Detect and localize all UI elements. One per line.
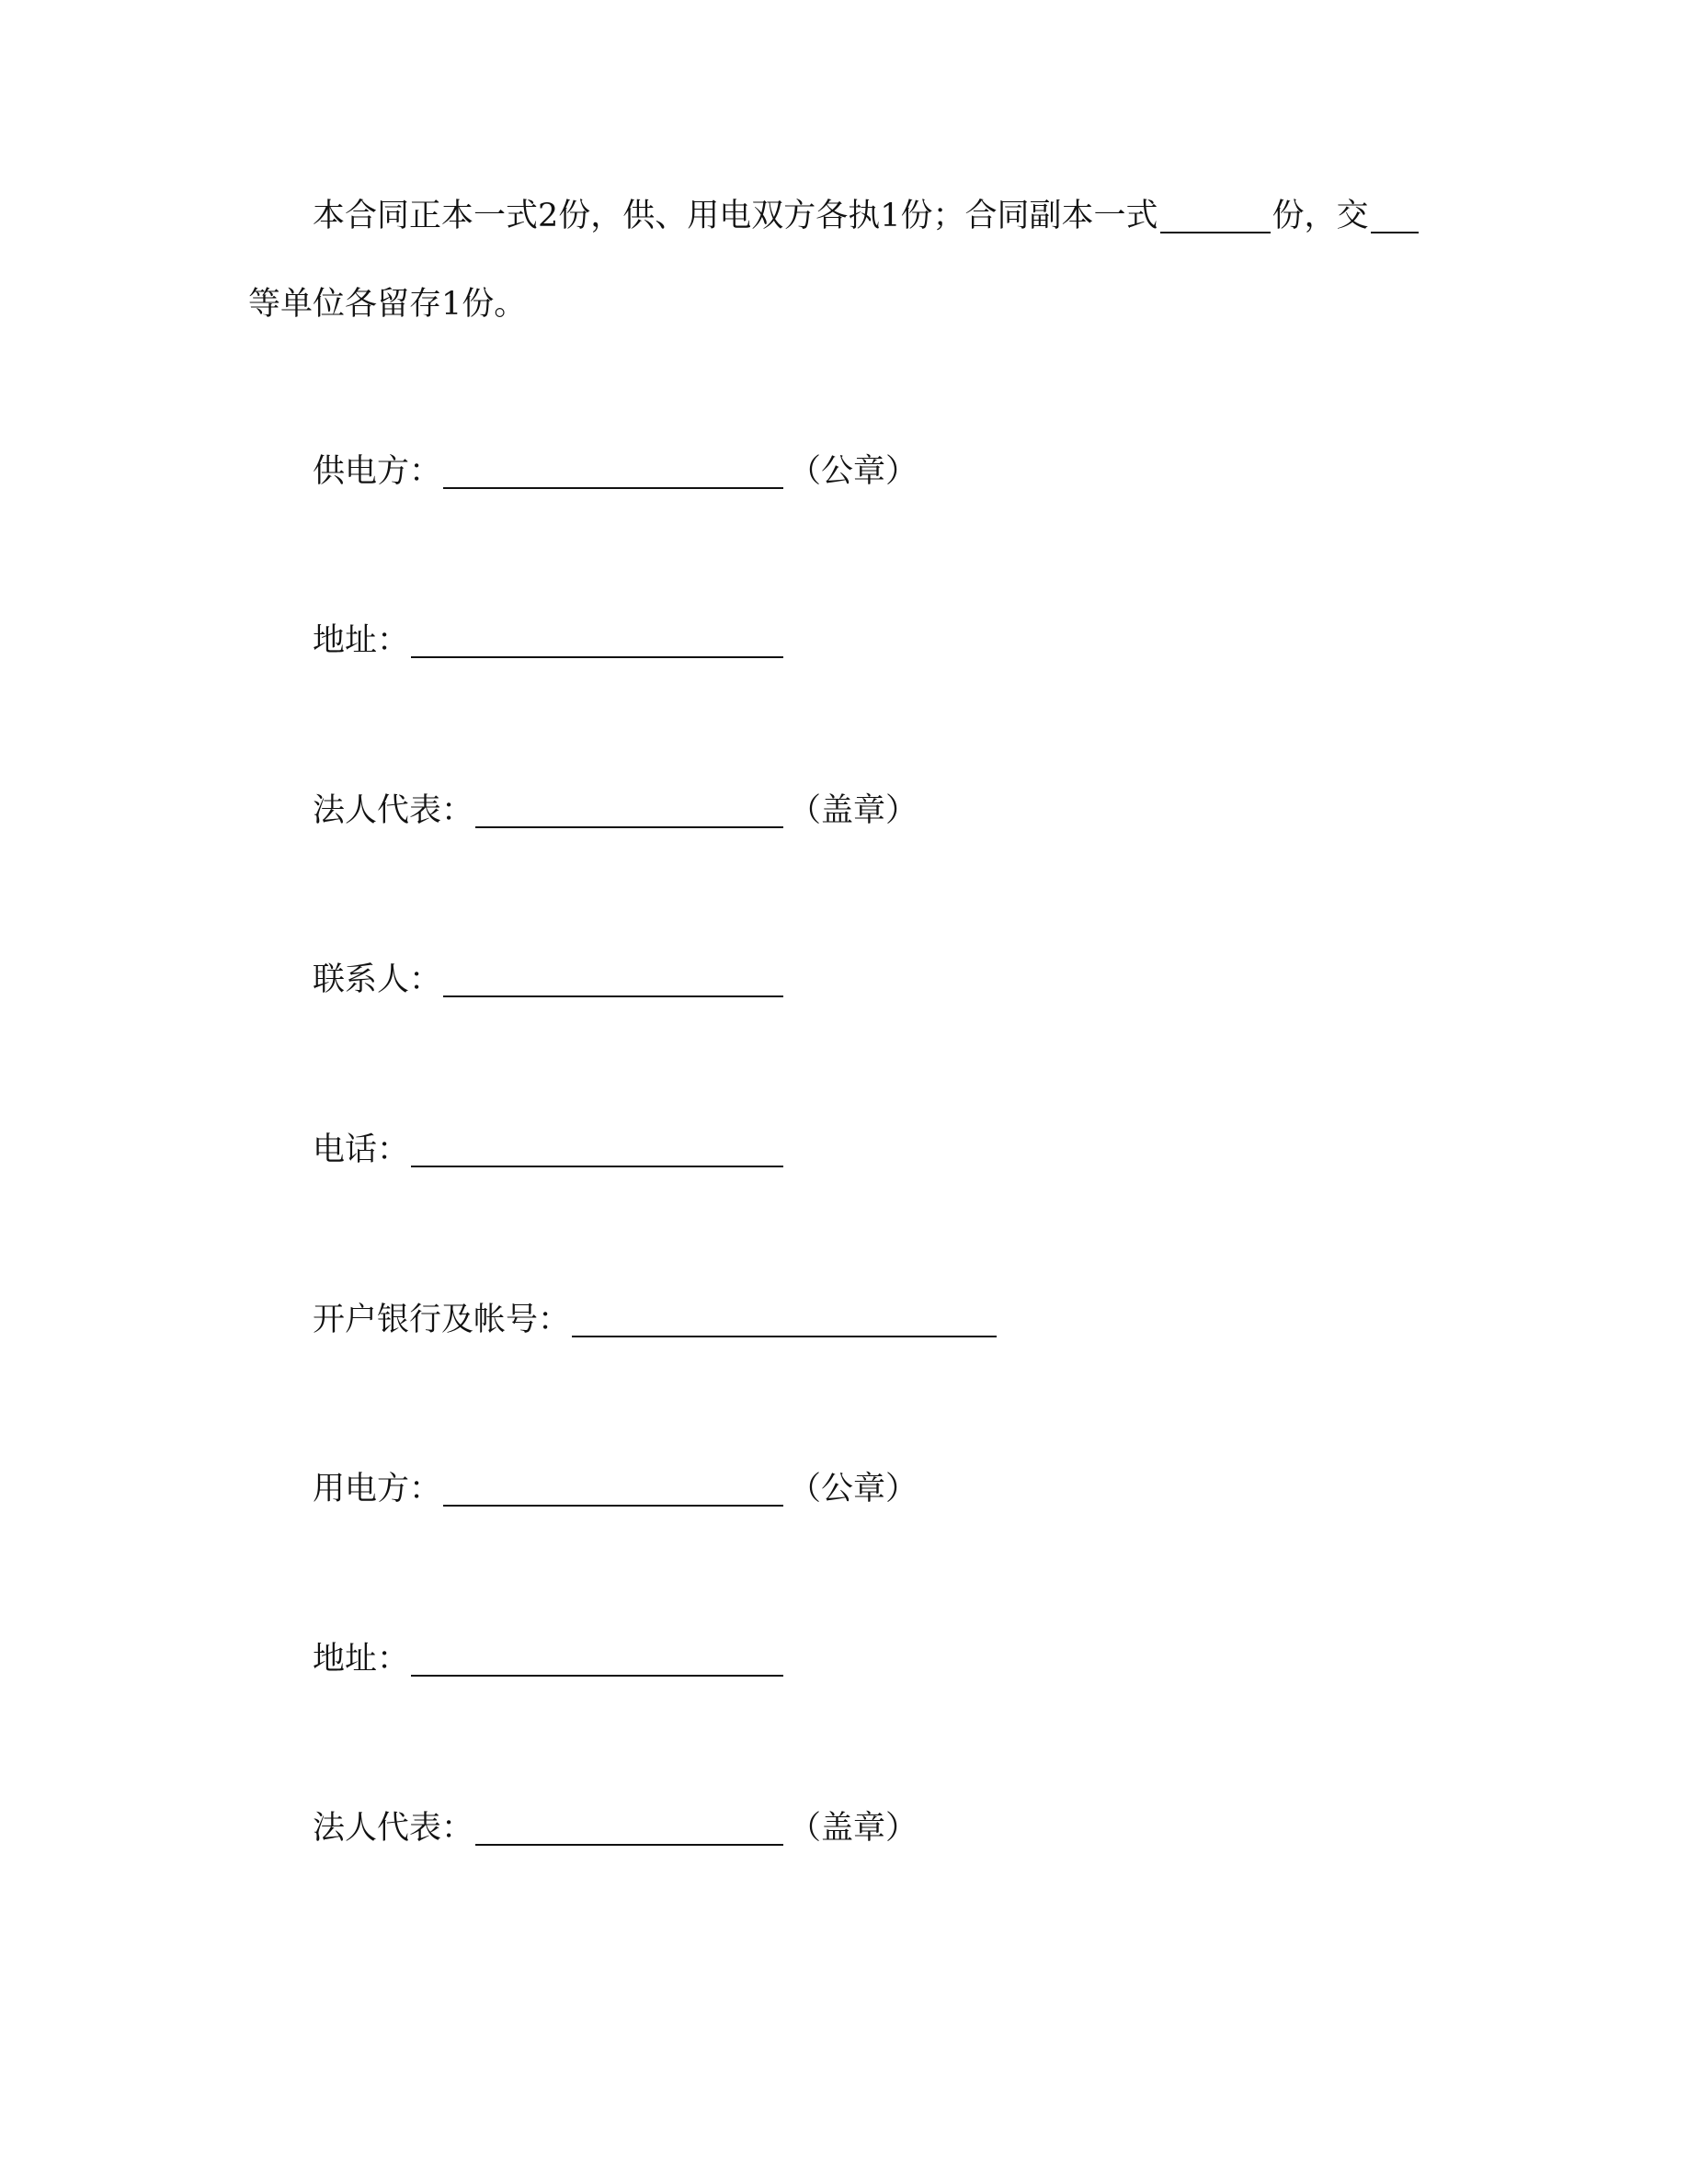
copies-text: 本合同正本一式2份，供、用电双方各执1份；合同副本一式 xyxy=(313,198,1158,234)
contact-label: 联系人： xyxy=(313,961,442,998)
user-field[interactable] xyxy=(443,1468,783,1507)
phone-field[interactable] xyxy=(411,1129,783,1167)
supplier-legal-rep-field[interactable] xyxy=(475,790,783,828)
phone-row xyxy=(313,1127,785,1173)
address-label: 地址： xyxy=(313,622,410,659)
supplier-stamp-note: （盖章） xyxy=(789,792,918,829)
supplier-address-field[interactable] xyxy=(411,620,783,658)
user-legal-rep-row xyxy=(313,1805,918,1851)
address-label: 地址： xyxy=(313,1641,410,1678)
bank-account-label: 开户银行及帐号： xyxy=(313,1302,571,1338)
copies-text-continued: 份，交 xyxy=(1272,198,1369,234)
copies-paragraph-line1 xyxy=(313,193,1420,239)
legal-rep-label: 法人代表： xyxy=(313,792,474,829)
user-legal-rep-field[interactable] xyxy=(475,1807,783,1846)
contact-field[interactable] xyxy=(443,959,783,997)
recipient-blank[interactable] xyxy=(1371,195,1419,233)
bank-account-field[interactable] xyxy=(572,1299,997,1337)
user-stamp-note: （盖章） xyxy=(789,1810,918,1847)
supplier-label: 供电方： xyxy=(313,453,442,490)
phone-label: 电话： xyxy=(313,1132,410,1168)
supplier-address-row xyxy=(313,618,785,664)
user-address-row xyxy=(313,1636,785,1682)
user-label: 用电方： xyxy=(313,1471,442,1507)
user-address-field[interactable] xyxy=(411,1638,783,1677)
copies-count-blank[interactable] xyxy=(1160,195,1271,233)
contact-row xyxy=(313,957,785,1003)
bank-account-row xyxy=(313,1297,998,1343)
supplier-row xyxy=(313,449,918,495)
supplier-seal-note: （公章） xyxy=(789,453,918,490)
copies-text-end: 等单位各留存1份。 xyxy=(248,286,527,323)
supplier-legal-rep-row xyxy=(313,788,918,834)
copies-paragraph-line2 xyxy=(248,281,526,327)
user-seal-note: （公章） xyxy=(789,1471,918,1507)
user-row xyxy=(313,1466,918,1512)
supplier-field[interactable] xyxy=(443,450,783,489)
legal-rep-label: 法人代表： xyxy=(313,1810,474,1847)
